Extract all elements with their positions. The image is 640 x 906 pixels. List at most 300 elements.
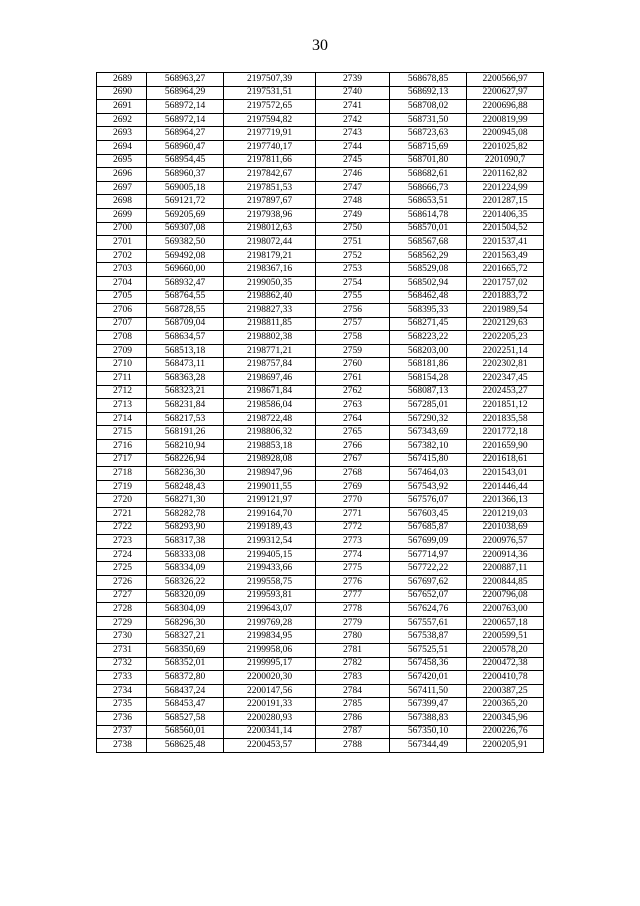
table-cell-y-coordinate: 2198179,21 <box>224 249 316 263</box>
table-cell-x-coordinate: 568372,80 <box>147 671 224 685</box>
table-cell-x-coordinate: 568932,47 <box>147 276 224 290</box>
table-cell-y-coordinate: 2201038,69 <box>467 521 544 535</box>
table-cell-point-number: 2752 <box>316 249 390 263</box>
table-cell-x-coordinate: 569382,50 <box>147 236 224 250</box>
table-cell-point-number: 2725 <box>97 562 147 576</box>
table-cell-x-coordinate: 568715,69 <box>390 140 467 154</box>
table-cell-x-coordinate: 568437,24 <box>147 684 224 698</box>
table-cell-point-number: 2751 <box>316 236 390 250</box>
table-cell-y-coordinate: 2200365,20 <box>467 698 544 712</box>
table-cell-point-number: 2765 <box>316 426 390 440</box>
table-cell-x-coordinate: 568709,04 <box>147 317 224 331</box>
table-cell-point-number: 2749 <box>316 208 390 222</box>
table-row <box>97 616 544 630</box>
table-cell-x-coordinate: 568614,78 <box>390 208 467 222</box>
table-cell-y-coordinate: 2201025,82 <box>467 140 544 154</box>
table-cell-x-coordinate: 567343,69 <box>390 426 467 440</box>
table-cell-point-number: 2731 <box>97 643 147 657</box>
table-row <box>97 140 544 154</box>
table-cell-x-coordinate: 568473,11 <box>147 358 224 372</box>
table-cell-x-coordinate: 567538,87 <box>390 630 467 644</box>
table-cell-y-coordinate: 2201406,35 <box>467 208 544 222</box>
table-cell-y-coordinate: 2202302,81 <box>467 358 544 372</box>
table-cell-point-number: 2778 <box>316 603 390 617</box>
table-cell-x-coordinate: 568210,94 <box>147 440 224 454</box>
table-cell-y-coordinate: 2198802,38 <box>224 331 316 345</box>
table-cell-y-coordinate: 2200387,25 <box>467 684 544 698</box>
table-cell-point-number: 2691 <box>97 100 147 114</box>
table-cell-x-coordinate: 567285,01 <box>390 399 467 413</box>
table-row <box>97 494 544 508</box>
table-cell-x-coordinate: 567722,22 <box>390 562 467 576</box>
table-cell-y-coordinate: 2199769,28 <box>224 616 316 630</box>
table-cell-point-number: 2742 <box>316 113 390 127</box>
table-cell-x-coordinate: 567603,45 <box>390 508 467 522</box>
table-cell-x-coordinate: 567382,10 <box>390 440 467 454</box>
table-row <box>97 358 544 372</box>
table-cell-x-coordinate: 568666,73 <box>390 181 467 195</box>
table-cell-x-coordinate: 568462,48 <box>390 290 467 304</box>
table-cell-point-number: 2746 <box>316 168 390 182</box>
table-cell-x-coordinate: 568963,27 <box>147 73 224 87</box>
table-cell-y-coordinate: 2197842,67 <box>224 168 316 182</box>
table-cell-x-coordinate: 568350,69 <box>147 643 224 657</box>
table-cell-x-coordinate: 568271,30 <box>147 494 224 508</box>
table-row <box>97 385 544 399</box>
table-row <box>97 684 544 698</box>
table-row <box>97 100 544 114</box>
table-cell-point-number: 2726 <box>97 575 147 589</box>
table-cell-x-coordinate: 568248,43 <box>147 480 224 494</box>
table-cell-y-coordinate: 2202347,45 <box>467 372 544 386</box>
table-cell-y-coordinate: 2199011,55 <box>224 480 316 494</box>
table-row <box>97 603 544 617</box>
table-cell-x-coordinate: 567525,51 <box>390 643 467 657</box>
table-row <box>97 480 544 494</box>
table-cell-y-coordinate: 2201989,54 <box>467 304 544 318</box>
table-cell-point-number: 2700 <box>97 222 147 236</box>
table-cell-y-coordinate: 2199643,07 <box>224 603 316 617</box>
table-cell-point-number: 2722 <box>97 521 147 535</box>
table-cell-point-number: 2747 <box>316 181 390 195</box>
table-cell-point-number: 2743 <box>316 127 390 141</box>
table-row <box>97 521 544 535</box>
table-cell-y-coordinate: 2201504,52 <box>467 222 544 236</box>
table-cell-x-coordinate: 568972,14 <box>147 100 224 114</box>
table-row <box>97 195 544 209</box>
table-cell-y-coordinate: 2200566,97 <box>467 73 544 87</box>
table-cell-point-number: 2776 <box>316 575 390 589</box>
table-cell-y-coordinate: 2201537,41 <box>467 236 544 250</box>
table-cell-y-coordinate: 2197719,91 <box>224 127 316 141</box>
table-cell-point-number: 2718 <box>97 467 147 481</box>
table-cell-point-number: 2709 <box>97 344 147 358</box>
table-cell-x-coordinate: 567350,10 <box>390 725 467 739</box>
table-cell-point-number: 2750 <box>316 222 390 236</box>
table-cell-y-coordinate: 2198012,63 <box>224 222 316 236</box>
table-cell-point-number: 2739 <box>316 73 390 87</box>
table-cell-point-number: 2732 <box>97 657 147 671</box>
table-cell-point-number: 2703 <box>97 263 147 277</box>
table-cell-x-coordinate: 567290,32 <box>390 412 467 426</box>
table-cell-x-coordinate: 568154,28 <box>390 372 467 386</box>
table-cell-y-coordinate: 2199834,95 <box>224 630 316 644</box>
table-row <box>97 222 544 236</box>
table-row <box>97 725 544 739</box>
table-cell-x-coordinate: 568327,21 <box>147 630 224 644</box>
table-cell-y-coordinate: 2198757,84 <box>224 358 316 372</box>
table-row <box>97 426 544 440</box>
table-cell-y-coordinate: 2198811,85 <box>224 317 316 331</box>
table-cell-x-coordinate: 568960,47 <box>147 140 224 154</box>
table-cell-point-number: 2697 <box>97 181 147 195</box>
table-cell-y-coordinate: 2197740,17 <box>224 140 316 154</box>
table-cell-x-coordinate: 568529,08 <box>390 263 467 277</box>
table-cell-point-number: 2719 <box>97 480 147 494</box>
table-cell-x-coordinate: 567344,49 <box>390 739 467 753</box>
table-row <box>97 344 544 358</box>
table-cell-point-number: 2764 <box>316 412 390 426</box>
table-cell-y-coordinate: 2199995,17 <box>224 657 316 671</box>
table-cell-x-coordinate: 568320,09 <box>147 589 224 603</box>
table-cell-y-coordinate: 2200191,33 <box>224 698 316 712</box>
table-cell-point-number: 2741 <box>316 100 390 114</box>
table-cell-x-coordinate: 567652,07 <box>390 589 467 603</box>
table-cell-point-number: 2724 <box>97 548 147 562</box>
table-cell-point-number: 2721 <box>97 508 147 522</box>
table-cell-y-coordinate: 2200914,36 <box>467 548 544 562</box>
table-cell-point-number: 2720 <box>97 494 147 508</box>
table-cell-y-coordinate: 2199593,81 <box>224 589 316 603</box>
table-cell-x-coordinate: 569660,00 <box>147 263 224 277</box>
coordinates-table-body <box>97 73 544 753</box>
table-cell-x-coordinate: 568226,94 <box>147 453 224 467</box>
table-cell-x-coordinate: 569205,69 <box>147 208 224 222</box>
table-cell-x-coordinate: 568333,08 <box>147 548 224 562</box>
table-cell-point-number: 2707 <box>97 317 147 331</box>
table-cell-point-number: 2695 <box>97 154 147 168</box>
table-cell-y-coordinate: 2200599,51 <box>467 630 544 644</box>
table-cell-point-number: 2702 <box>97 249 147 263</box>
table-cell-x-coordinate: 568701,80 <box>390 154 467 168</box>
table-cell-y-coordinate: 2197851,53 <box>224 181 316 195</box>
table-cell-point-number: 2696 <box>97 168 147 182</box>
table-cell-y-coordinate: 2200472,38 <box>467 657 544 671</box>
table-cell-point-number: 2772 <box>316 521 390 535</box>
table-cell-x-coordinate: 567458,36 <box>390 657 467 671</box>
table-cell-x-coordinate: 569121,72 <box>147 195 224 209</box>
table-cell-y-coordinate: 2201224,99 <box>467 181 544 195</box>
table-cell-y-coordinate: 2201287,15 <box>467 195 544 209</box>
coordinates-table <box>96 72 544 753</box>
table-cell-y-coordinate: 2201219,03 <box>467 508 544 522</box>
table-cell-y-coordinate: 2199312,54 <box>224 535 316 549</box>
table-cell-point-number: 2730 <box>97 630 147 644</box>
table-cell-x-coordinate: 568363,28 <box>147 372 224 386</box>
table-cell-y-coordinate: 2200453,57 <box>224 739 316 753</box>
table-cell-y-coordinate: 2202453,27 <box>467 385 544 399</box>
table-cell-x-coordinate: 568960,37 <box>147 168 224 182</box>
table-cell-x-coordinate: 567576,07 <box>390 494 467 508</box>
table-cell-x-coordinate: 568625,48 <box>147 739 224 753</box>
table-cell-y-coordinate: 2201883,72 <box>467 290 544 304</box>
table-cell-y-coordinate: 2200627,97 <box>467 86 544 100</box>
table-cell-point-number: 2690 <box>97 86 147 100</box>
table-cell-y-coordinate: 2201618,61 <box>467 453 544 467</box>
table-cell-point-number: 2775 <box>316 562 390 576</box>
table-cell-point-number: 2755 <box>316 290 390 304</box>
table-cell-point-number: 2771 <box>316 508 390 522</box>
table-cell-point-number: 2723 <box>97 535 147 549</box>
table-cell-x-coordinate: 567699,09 <box>390 535 467 549</box>
table-row <box>97 467 544 481</box>
table-cell-point-number: 2716 <box>97 440 147 454</box>
table-cell-x-coordinate: 567714,97 <box>390 548 467 562</box>
table-cell-y-coordinate: 2198367,16 <box>224 263 316 277</box>
table-cell-point-number: 2734 <box>97 684 147 698</box>
table-row <box>97 317 544 331</box>
table-cell-x-coordinate: 568223,22 <box>390 331 467 345</box>
table-cell-point-number: 2712 <box>97 385 147 399</box>
table-row <box>97 548 544 562</box>
table-row <box>97 331 544 345</box>
table-cell-x-coordinate: 568323,21 <box>147 385 224 399</box>
table-cell-x-coordinate: 567697,62 <box>390 575 467 589</box>
table-cell-y-coordinate: 2200945,08 <box>467 127 544 141</box>
table-row <box>97 276 544 290</box>
table-cell-point-number: 2787 <box>316 725 390 739</box>
table-cell-point-number: 2756 <box>316 304 390 318</box>
table-cell-x-coordinate: 568723,63 <box>390 127 467 141</box>
table-cell-point-number: 2757 <box>316 317 390 331</box>
table-cell-x-coordinate: 567543,92 <box>390 480 467 494</box>
table-cell-point-number: 2706 <box>97 304 147 318</box>
table-cell-x-coordinate: 568964,29 <box>147 86 224 100</box>
table-cell-x-coordinate: 568954,45 <box>147 154 224 168</box>
table-cell-point-number: 2713 <box>97 399 147 413</box>
table-cell-x-coordinate: 567464,03 <box>390 467 467 481</box>
table-cell-point-number: 2744 <box>316 140 390 154</box>
table-row <box>97 739 544 753</box>
table-cell-y-coordinate: 2198853,18 <box>224 440 316 454</box>
table-cell-x-coordinate: 567411,50 <box>390 684 467 698</box>
table-cell-y-coordinate: 2198862,40 <box>224 290 316 304</box>
table-cell-point-number: 2763 <box>316 399 390 413</box>
table-cell-y-coordinate: 2200147,56 <box>224 684 316 698</box>
table-cell-y-coordinate: 2201563,49 <box>467 249 544 263</box>
table-cell-y-coordinate: 2201162,82 <box>467 168 544 182</box>
table-cell-y-coordinate: 2198827,33 <box>224 304 316 318</box>
table-cell-y-coordinate: 2200763,00 <box>467 603 544 617</box>
table-cell-point-number: 2717 <box>97 453 147 467</box>
table-cell-y-coordinate: 2200280,93 <box>224 711 316 725</box>
table-cell-point-number: 2740 <box>316 86 390 100</box>
table-cell-y-coordinate: 2200578,20 <box>467 643 544 657</box>
table-cell-x-coordinate: 568692,13 <box>390 86 467 100</box>
table-cell-x-coordinate: 568972,14 <box>147 113 224 127</box>
table-cell-x-coordinate: 569005,18 <box>147 181 224 195</box>
table-cell-x-coordinate: 568731,50 <box>390 113 467 127</box>
table-cell-y-coordinate: 2200796,08 <box>467 589 544 603</box>
table-cell-y-coordinate: 2199121,97 <box>224 494 316 508</box>
table-cell-y-coordinate: 2198072,44 <box>224 236 316 250</box>
table-cell-point-number: 2692 <box>97 113 147 127</box>
table-cell-y-coordinate: 2197938,96 <box>224 208 316 222</box>
table-cell-point-number: 2689 <box>97 73 147 87</box>
table-cell-x-coordinate: 568708,02 <box>390 100 467 114</box>
table-cell-point-number: 2783 <box>316 671 390 685</box>
table-cell-x-coordinate: 568181,86 <box>390 358 467 372</box>
table-row <box>97 698 544 712</box>
table-cell-y-coordinate: 2200020,30 <box>224 671 316 685</box>
table-cell-point-number: 2762 <box>316 385 390 399</box>
table-cell-y-coordinate: 2198722,48 <box>224 412 316 426</box>
table-cell-x-coordinate: 568527,58 <box>147 711 224 725</box>
table-cell-x-coordinate: 568562,29 <box>390 249 467 263</box>
table-cell-x-coordinate: 567624,76 <box>390 603 467 617</box>
table-cell-x-coordinate: 568567,68 <box>390 236 467 250</box>
table-cell-y-coordinate: 2197897,67 <box>224 195 316 209</box>
table-cell-y-coordinate: 2199433,66 <box>224 562 316 576</box>
table-cell-y-coordinate: 2197507,39 <box>224 73 316 87</box>
table-row <box>97 86 544 100</box>
table-cell-point-number: 2693 <box>97 127 147 141</box>
table-cell-x-coordinate: 568682,61 <box>390 168 467 182</box>
table-cell-x-coordinate: 568296,30 <box>147 616 224 630</box>
table-cell-point-number: 2761 <box>316 372 390 386</box>
table-cell-x-coordinate: 568395,33 <box>390 304 467 318</box>
table-cell-point-number: 2769 <box>316 480 390 494</box>
table-cell-point-number: 2704 <box>97 276 147 290</box>
table-cell-point-number: 2781 <box>316 643 390 657</box>
table-cell-point-number: 2782 <box>316 657 390 671</box>
table-row <box>97 113 544 127</box>
table-cell-point-number: 2736 <box>97 711 147 725</box>
table-cell-point-number: 2760 <box>316 358 390 372</box>
table-cell-x-coordinate: 568334,09 <box>147 562 224 576</box>
table-cell-x-coordinate: 567685,87 <box>390 521 467 535</box>
table-cell-y-coordinate: 2201665,72 <box>467 263 544 277</box>
table-cell-y-coordinate: 2199558,75 <box>224 575 316 589</box>
table-row <box>97 154 544 168</box>
table-row <box>97 453 544 467</box>
table-cell-x-coordinate: 568271,45 <box>390 317 467 331</box>
table-cell-point-number: 2708 <box>97 331 147 345</box>
table-cell-point-number: 2774 <box>316 548 390 562</box>
table-row <box>97 249 544 263</box>
table-cell-y-coordinate: 2197811,66 <box>224 154 316 168</box>
page-number: 30 <box>312 37 328 54</box>
table-cell-point-number: 2786 <box>316 711 390 725</box>
table-row <box>97 372 544 386</box>
table-cell-point-number: 2767 <box>316 453 390 467</box>
table-cell-x-coordinate: 568634,57 <box>147 331 224 345</box>
table-cell-point-number: 2729 <box>97 616 147 630</box>
table-cell-point-number: 2715 <box>97 426 147 440</box>
table-cell-y-coordinate: 2199405,15 <box>224 548 316 562</box>
table-cell-y-coordinate: 2199050,35 <box>224 276 316 290</box>
table-cell-point-number: 2727 <box>97 589 147 603</box>
table-cell-x-coordinate: 568764,55 <box>147 290 224 304</box>
table-cell-x-coordinate: 568964,27 <box>147 127 224 141</box>
table-cell-point-number: 2754 <box>316 276 390 290</box>
table-cell-point-number: 2784 <box>316 684 390 698</box>
table-cell-y-coordinate: 2199189,43 <box>224 521 316 535</box>
table-row <box>97 412 544 426</box>
table-cell-x-coordinate: 568203,00 <box>390 344 467 358</box>
table-cell-x-coordinate: 568560,01 <box>147 725 224 739</box>
table-row <box>97 671 544 685</box>
table-cell-point-number: 2770 <box>316 494 390 508</box>
table-cell-y-coordinate: 2200226,76 <box>467 725 544 739</box>
table-cell-y-coordinate: 2200819,99 <box>467 113 544 127</box>
table-cell-y-coordinate: 2202251,14 <box>467 344 544 358</box>
table-cell-y-coordinate: 2198928,08 <box>224 453 316 467</box>
table-row <box>97 657 544 671</box>
table-cell-x-coordinate: 568231,84 <box>147 399 224 413</box>
table-cell-point-number: 2768 <box>316 467 390 481</box>
table-cell-x-coordinate: 568317,38 <box>147 535 224 549</box>
table-cell-y-coordinate: 2199164,70 <box>224 508 316 522</box>
table-cell-x-coordinate: 567415,80 <box>390 453 467 467</box>
table-cell-point-number: 2733 <box>97 671 147 685</box>
table-cell-point-number: 2780 <box>316 630 390 644</box>
table-cell-y-coordinate: 2198671,84 <box>224 385 316 399</box>
table-cell-x-coordinate: 567557,61 <box>390 616 467 630</box>
table-row <box>97 711 544 725</box>
table-cell-y-coordinate: 2202205,23 <box>467 331 544 345</box>
table-cell-point-number: 2701 <box>97 236 147 250</box>
table-cell-point-number: 2735 <box>97 698 147 712</box>
table-cell-point-number: 2710 <box>97 358 147 372</box>
table-cell-y-coordinate: 2201757,02 <box>467 276 544 290</box>
table-cell-point-number: 2699 <box>97 208 147 222</box>
table-cell-point-number: 2779 <box>316 616 390 630</box>
table-cell-point-number: 2753 <box>316 263 390 277</box>
table-cell-x-coordinate: 568453,47 <box>147 698 224 712</box>
table-cell-y-coordinate: 2200696,88 <box>467 100 544 114</box>
table-row <box>97 290 544 304</box>
table-cell-point-number: 2748 <box>316 195 390 209</box>
table-cell-y-coordinate: 2200410,78 <box>467 671 544 685</box>
table-cell-y-coordinate: 2198806,32 <box>224 426 316 440</box>
table-cell-y-coordinate: 2198586,04 <box>224 399 316 413</box>
table-cell-point-number: 2711 <box>97 372 147 386</box>
table-cell-x-coordinate: 568352,01 <box>147 657 224 671</box>
table-cell-x-coordinate: 568191,26 <box>147 426 224 440</box>
table-cell-y-coordinate: 2201366,13 <box>467 494 544 508</box>
table-row <box>97 168 544 182</box>
table-row <box>97 181 544 195</box>
table-cell-y-coordinate: 2197531,51 <box>224 86 316 100</box>
table-row <box>97 630 544 644</box>
table-cell-y-coordinate: 2198947,96 <box>224 467 316 481</box>
table-cell-x-coordinate: 568653,51 <box>390 195 467 209</box>
table-row <box>97 508 544 522</box>
table-cell-y-coordinate: 2197594,82 <box>224 113 316 127</box>
table-cell-point-number: 2759 <box>316 344 390 358</box>
table-cell-x-coordinate: 568502,94 <box>390 276 467 290</box>
table-cell-point-number: 2785 <box>316 698 390 712</box>
table-cell-y-coordinate: 2201851,12 <box>467 399 544 413</box>
table-cell-x-coordinate: 568087,13 <box>390 385 467 399</box>
table-cell-y-coordinate: 2201835,58 <box>467 412 544 426</box>
table-cell-x-coordinate: 568236,30 <box>147 467 224 481</box>
table-cell-y-coordinate: 2200844,85 <box>467 575 544 589</box>
table-cell-y-coordinate: 2199958,06 <box>224 643 316 657</box>
table-cell-y-coordinate: 2201090,7 <box>467 154 544 168</box>
table-cell-point-number: 2773 <box>316 535 390 549</box>
